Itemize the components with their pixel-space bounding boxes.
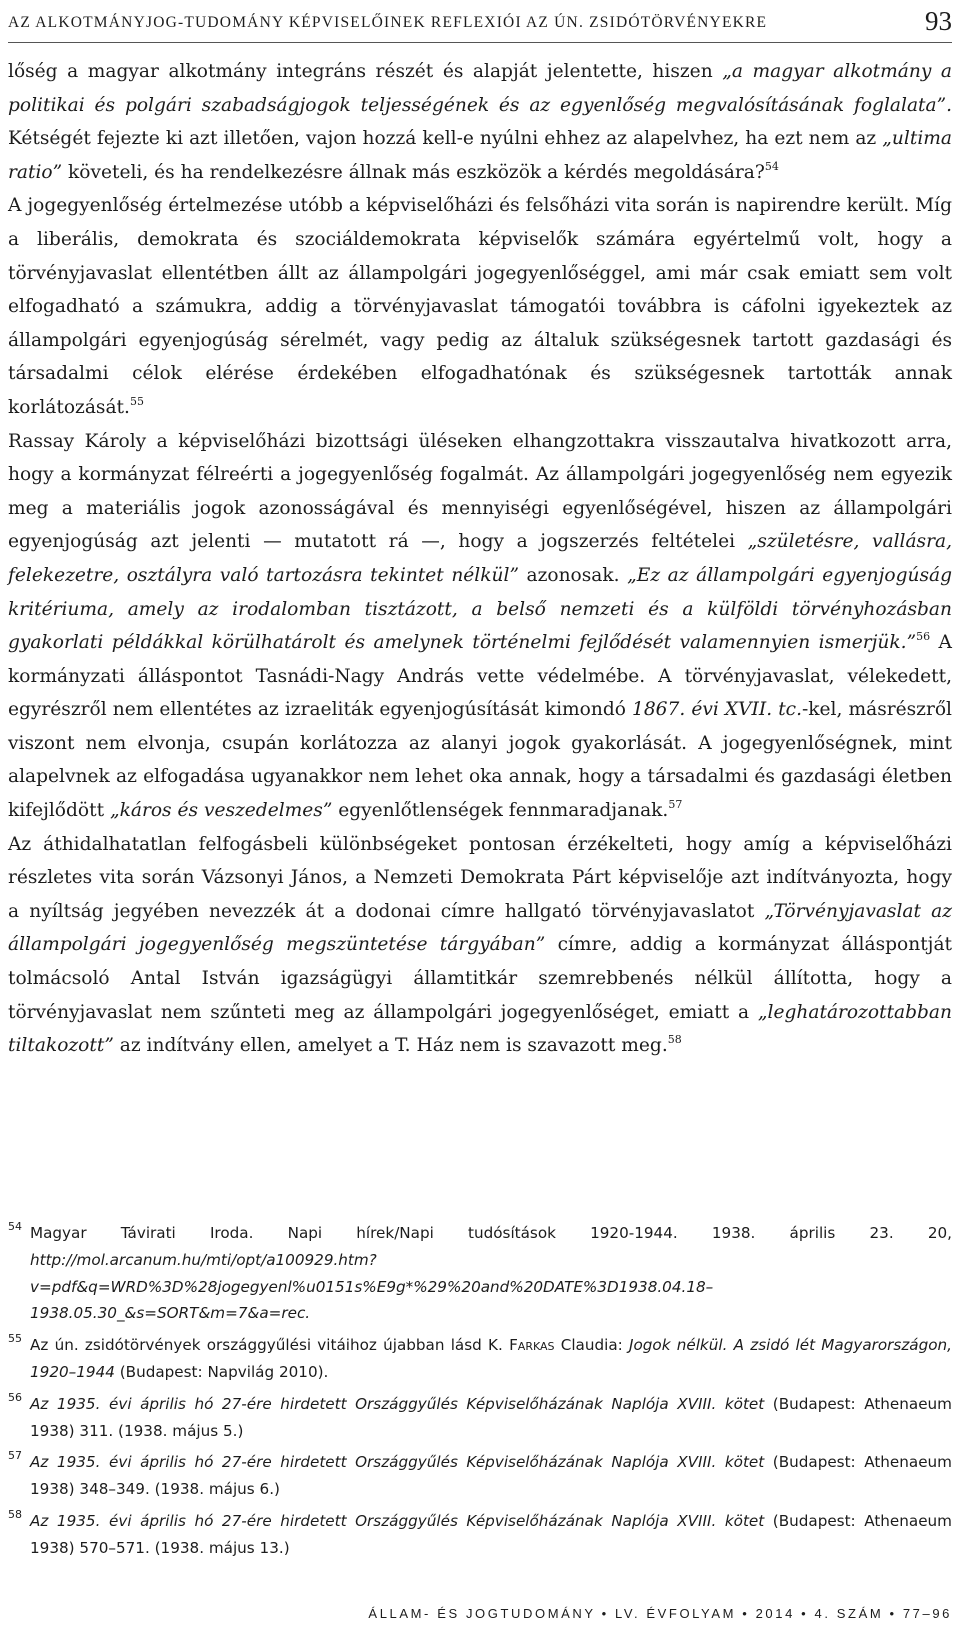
footnotes (8, 1220, 952, 1567)
footnote: 58 Az 1935. évi április hó 27-ére hirdetett Országgyűlés Képviselőházának Naplója XVIII. kötet (Budapest: Athenaeum 1938) 570–571. (1938. május 13.) (8, 1508, 952, 1562)
footnote-link[interactable]: http://mol.arcanum.hu/mti/opt/a100929.htm?v=pdf&q=WRD%3D%28jogegyenl%u0151s%E9g*%29%20and%20DATE%3D1938.04.18–1938.05.30_&s=SORT&m=7&a=rec. (30, 1250, 714, 1323)
page-header (8, 6, 952, 43)
footnote-number: 55 (8, 1332, 22, 1346)
paragraph: Az áthidalhatatlan felfogásbeli különbségeket pontosan érzékelteti, hogy amíg a képviselőházi részletes vita során Vázsonyi János, a Nemzeti Demokrata Párt képviselője azt indítványozta, hogy a nyíltság jegyében nevezzék át a dodonai címre hallgató törvényjavaslatot „Törvényjavaslat az állampolgári jogegyenlőség megszüntetése tárgyában” címre, addig a kormányzat álláspontját tolmácsoló Antal István igazságügyi államtitkár szemrebbenés nélkül állította, hogy a törvényjavaslat nem szűnteti meg az állampolgári jogegyenlőséget, emiatt a „leghatározottabban tiltakozott” az indítvány ellen, amelyet a T. Ház nem is szavazott meg.$^{58}$ (8, 833, 952, 1057)
footnote-ref[interactable]: 55 (129, 394, 144, 408)
quote: „Törvényjavaslat az állampolgári jogegyenlőség megszüntetése tárgyában” (8, 900, 952, 956)
footnote: 57 Az 1935. évi április hó 27-ére hirdetett Országgyűlés Képviselőházának Naplója XVIII. kötet (Budapest: Athenaeum 1938) 348–349. (1938. május 6.) (8, 1449, 952, 1503)
footnote: 55 Az ún. zsidótörvények országgyűlési vitáihoz újabban lásd K. Farkas Claudia: Jogok nélkül. A zsidó lét Magyarországon, 1920–1944 (Budapest: Napvilág 2010). (8, 1332, 952, 1386)
law-citation: 1867. évi XVII. tc. (632, 699, 802, 721)
footnote-ref[interactable]: 57 (668, 798, 683, 812)
footnote: 56 Az 1935. évi április hó 27-ére hirdetett Országgyűlés Képviselőházának Naplója XVIII. kötet (Budapest: Athenaeum 1938) 311. (1938. május 5.) (8, 1391, 952, 1445)
footnote-number: 58 (8, 1507, 22, 1521)
footnote-number: 56 (8, 1390, 22, 1404)
footnote-ref[interactable]: 54 (764, 159, 779, 173)
paragraph: A jogegyenlőség értelmezése utóbb a képviselőházi és felsőházi vita során is napirendre került. Míg a liberális, demokrata és szociáldemokrata képviselők számára egyértelmű volt, hogy a törvényjavaslat ellentétben állt az állampolgári jogegyenlőséggel, ami már csak emiatt sem volt elfogadható a számukra, addig a törvényjavaslat támogatói továbbra is cáfolni igyekeztek az állampolgári egyenjogúság sérelmét, vagy pedig az általuk szükségesnek tartott gazdasági és társadalmi célok elérése érdekében elfogadhatónak és szükségesnek tartották annak korlátozását.$^{55}$ (8, 195, 952, 418)
footnote-ref[interactable]: 58 (667, 1033, 682, 1047)
quote: „a magyar alkotmány a politikai és polgári szabadságjogok teljességének és az egyenlőség megvalósításának foglalata”. (8, 61, 952, 116)
running-head: AZ ALKOTMÁNYJOG-TUDOMÁNY KÉPVISELŐINEK REFLEXIÓI AZ ÚN. ZSIDÓTÖRVÉNYEKRE (8, 14, 768, 31)
quote: „leghatározottabban tiltakozott” (8, 1001, 952, 1057)
quote: „ultima ratio” (8, 128, 952, 183)
body-text (8, 55, 952, 1063)
paragraph: lőség a magyar alkotmány integráns részét és alapját jelentette, hiszen „a magyar alkotmány a politikai és polgári szabadságjogok teljességének és az egyenlőség megvalósításának foglalata”. Kétségét fejezte ki azt illetően, vajon hozzá kell-e nyúlni ehhez az alapelvhez, ha ezt nem az „ultima ratio” követeli, és ha rendelkezésre állnak más eszközök a kérdés megoldására?$^{54}$ (8, 61, 952, 183)
page-footer: ÁLLAM- ÉS JOGTUDOMÁNY • LV. ÉVFOLYAM • 2014 • 4. SZÁM • 77–96 (368, 1606, 952, 1621)
quote: „Ez az állampolgári egyenjogúság kritériuma, amely az irodalomban tisztázott, a belső nemzeti és a külföldi törvényhozásban gyakorlati példákkal körülhatárolt és amelynek történelmi fejlődését valamennyien ismerjük.” (8, 564, 952, 654)
footnote-ref[interactable]: 56 (916, 630, 931, 644)
paragraph: Rassay Károly a képviselőházi bizottsági üléseken elhangzottakra visszautalva hivatkozott arra, hogy a kormányzat félreérti a jogegyenlőség fogalmát. Az állampolgári jogegyenlőség nem egyezik meg a materiális jogok azonosságával és mennyiségi egyenlőségével, hiszen az állampolgári egyenjogúság azt jelenti — mutatott rá —, hogy a jogszerzés feltételei „születésre, vallásra, felekezetre, osztályra való tartozásra tekintet nélkül” azonosak. „Ez az állampolgári egyenjogúság kritériuma, amely az irodalomban tisztázott, a belső nemzeti és a külföldi törvényhozásban gyakorlati példákkal körülhatárolt és amelynek történelmi fejlődését valamennyien ismerjük.”$^{56}$ A kormányzati álláspontot Tasnádi-Nagy András vette védelmébe. A törvényjavaslat, vélekedett, egyrészről nem ellentétes az izraeliták egyenjogúsítását kimondó 1867. évi XVII. tc.-kel, másrészről viszont nem elvonja, csupán korlátozza az alanyi jogok gyakorlását. A jogegyenlőségnek, mint alapelvnek az elfogadása ugyanakkor nem lehet oka annak, hogy a társadalmi és gazdasági életben kifejlődött „káros és veszedelmes” egyenlőtlenségek fennmaradjanak.$^{57}$ (8, 430, 953, 822)
quote: „káros és veszedelmes” (109, 800, 333, 822)
quote: „születésre, vallásra, felekezetre, osztályra való tartozásra tekintet nélkül” (8, 531, 952, 586)
footnote: 54 Magyar Távirati Iroda. Napi hírek/Napi tudósítások 1920-1944. 1938. április 23. 20, http://mol.arcanum.hu/mti/opt/a100929.htm?v=pdf&q=WRD%3D%28jogegyenl%u0151s%E9g*%29%20and%20DATE%3D1938.04.18–1938.05.30_&s=SORT&m=7&a=rec. (8, 1220, 952, 1327)
footnote-number: 57 (8, 1449, 22, 1463)
footnote-number: 54 (8, 1220, 22, 1233)
page-number: 93 (925, 6, 952, 36)
